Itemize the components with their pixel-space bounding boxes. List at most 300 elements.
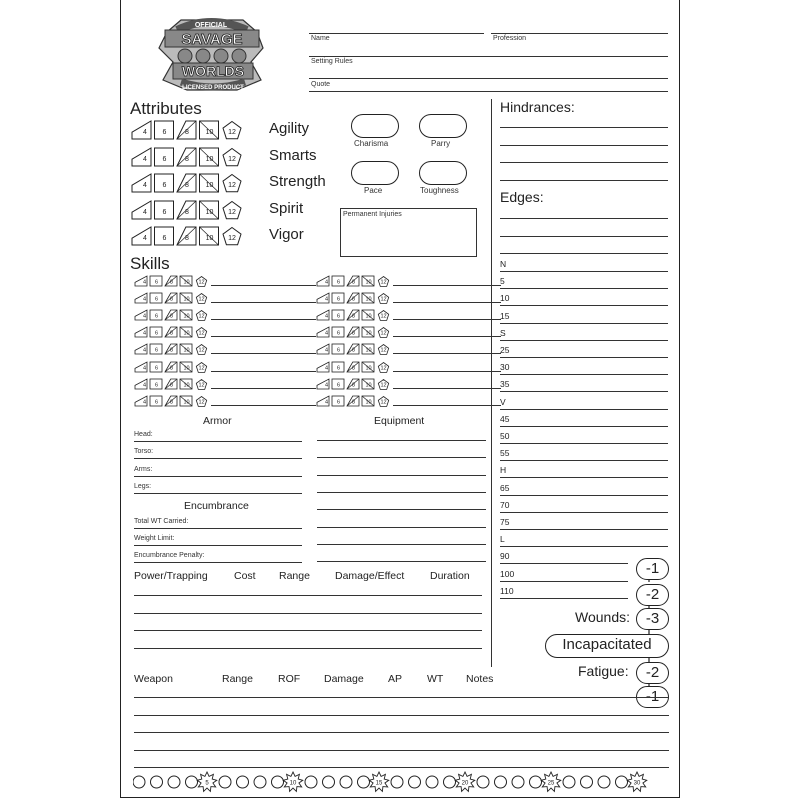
advance-line[interactable]	[500, 305, 668, 306]
advance-line[interactable]	[500, 288, 668, 289]
advance-line[interactable]	[500, 512, 668, 513]
die-d10[interactable]	[180, 327, 192, 337]
die-d6[interactable]	[332, 310, 344, 320]
skill-name-field[interactable]	[393, 405, 501, 406]
weapon-entry-line[interactable]	[134, 732, 669, 733]
hindrance-line[interactable]	[500, 145, 668, 146]
die-label: 8	[185, 129, 189, 136]
die-label: 6	[162, 182, 167, 189]
skill-name-field[interactable]	[393, 353, 501, 354]
die-d10[interactable]	[200, 148, 219, 166]
name-underline	[309, 56, 668, 57]
die-d12[interactable]	[196, 345, 206, 355]
power-entry-line[interactable]	[134, 613, 482, 614]
die-d10[interactable]	[362, 327, 374, 337]
skill-dice[interactable]	[134, 342, 210, 356]
rof-header: ROF	[278, 673, 301, 685]
advance-marker: 90	[500, 551, 510, 562]
die-label: 6	[336, 382, 341, 389]
die-d8[interactable]	[347, 344, 359, 354]
die-d8[interactable]	[347, 293, 359, 303]
advance-marker: V	[500, 396, 506, 407]
cost-header: Cost	[234, 570, 256, 582]
die-label: 6	[336, 365, 341, 371]
die-d12[interactable]	[223, 201, 241, 218]
die-d8[interactable]	[347, 362, 359, 372]
skill-dice[interactable]	[316, 308, 392, 322]
advance-marker: 100	[500, 568, 515, 579]
advance-line[interactable]	[500, 409, 668, 410]
fatigue-minus-1[interactable]: -1	[636, 686, 669, 708]
benny-circle[interactable]	[323, 776, 335, 788]
advance-line[interactable]	[500, 374, 668, 375]
benny-circle[interactable]	[186, 776, 198, 788]
die-d4[interactable]	[135, 293, 147, 303]
die-d6[interactable]	[155, 148, 174, 166]
die-d6[interactable]	[150, 344, 162, 354]
parry-label: Parry	[431, 139, 451, 148]
parry-box[interactable]	[419, 114, 467, 138]
attribute-dice-spirit[interactable]	[131, 199, 271, 221]
name-field[interactable]	[309, 33, 484, 34]
advance-marker: 75	[500, 517, 510, 527]
advance-line[interactable]	[500, 391, 668, 392]
benny-star[interactable]	[455, 772, 475, 791]
die-d6[interactable]	[155, 174, 174, 192]
die-d12[interactable]	[378, 328, 388, 338]
die-d6[interactable]	[150, 327, 162, 337]
die-label: 10	[183, 399, 190, 406]
die-d6[interactable]	[332, 344, 344, 354]
die-d12[interactable]	[378, 396, 388, 406]
die-d8[interactable]	[165, 344, 177, 354]
die-d8[interactable]	[165, 362, 177, 372]
die-label: 10	[365, 296, 372, 303]
die-d10[interactable]	[362, 293, 374, 303]
advance-marker: 10	[500, 293, 510, 304]
die-label: 4	[324, 279, 329, 286]
skill-dice[interactable]	[316, 325, 392, 339]
die-d12[interactable]	[196, 396, 206, 406]
benny-star-label: 15	[375, 780, 383, 787]
benny-star[interactable]	[283, 772, 303, 791]
benny-circle[interactable]	[151, 776, 163, 788]
die-d8[interactable]	[177, 121, 196, 139]
advance-line[interactable]	[500, 563, 628, 564]
die-d4[interactable]	[317, 327, 329, 337]
die-d4[interactable]	[317, 276, 329, 286]
skill-name-field[interactable]	[393, 302, 501, 303]
die-d10[interactable]	[200, 121, 219, 139]
die-d12[interactable]	[223, 228, 241, 245]
die-d4[interactable]	[132, 174, 151, 192]
permanent-injuries-label: Permanent Injuries	[343, 211, 402, 218]
benny-star[interactable]	[627, 772, 647, 791]
damage-effect-header: Damage/Effect	[335, 570, 405, 582]
benny-circle[interactable]	[581, 776, 593, 788]
benny-circle[interactable]	[409, 776, 421, 788]
die-label: 12	[380, 347, 387, 354]
skill-name-field[interactable]	[211, 371, 316, 372]
die-d4[interactable]	[317, 396, 329, 406]
die-label: 4	[324, 365, 329, 371]
weapon-entry-line[interactable]	[134, 767, 669, 768]
die-d6[interactable]	[332, 362, 344, 372]
die-d8[interactable]	[177, 201, 196, 219]
encumbrance-field-line[interactable]	[134, 545, 302, 546]
die-d10[interactable]	[362, 276, 374, 286]
skill-name-field[interactable]	[211, 302, 316, 303]
die-label: 4	[143, 208, 147, 216]
die-d8[interactable]	[177, 148, 196, 166]
die-d8[interactable]	[165, 310, 177, 320]
die-d10[interactable]	[362, 362, 374, 372]
advance-line[interactable]	[500, 581, 628, 582]
die-d12[interactable]	[223, 148, 241, 165]
die-d12[interactable]	[378, 294, 388, 304]
benny-circle[interactable]	[444, 776, 456, 788]
attribute-dice-vigor[interactable]	[131, 225, 271, 247]
skill-name-field[interactable]	[393, 336, 501, 337]
die-label: 4	[324, 296, 329, 303]
die-label: 4	[142, 382, 147, 389]
die-d8[interactable]	[165, 276, 177, 286]
die-d6[interactable]	[155, 121, 174, 139]
skill-dice[interactable]	[316, 342, 392, 356]
equipment-line[interactable]	[317, 475, 486, 476]
hindrance-line[interactable]	[500, 162, 668, 163]
die-label: 10	[205, 208, 214, 216]
skill-name-field[interactable]	[393, 371, 501, 372]
die-label: 12	[228, 208, 236, 216]
power-entry-line[interactable]	[134, 595, 482, 596]
armor-field-line[interactable]	[134, 493, 302, 494]
profession-field[interactable]	[491, 33, 668, 34]
weapon-entry-line[interactable]	[134, 750, 669, 751]
attribute-dice-agility[interactable]	[131, 119, 271, 141]
toughness-box[interactable]	[419, 161, 467, 185]
die-d12[interactable]	[378, 379, 388, 389]
die-d4[interactable]	[132, 148, 151, 166]
die-label: 6	[336, 399, 341, 406]
skill-name-field[interactable]	[211, 319, 316, 320]
die-d10[interactable]	[180, 310, 192, 320]
die-label: 8	[351, 365, 356, 371]
die-d4[interactable]	[135, 396, 147, 406]
skill-dice[interactable]	[316, 360, 392, 374]
die-d8[interactable]	[347, 276, 359, 286]
hindrance-line[interactable]	[500, 180, 668, 181]
skill-dice[interactable]	[316, 377, 392, 391]
skills-title: Skills	[130, 254, 170, 273]
edge-line[interactable]	[500, 236, 668, 237]
die-label: 10	[365, 313, 372, 320]
benny-star-label: 5	[205, 780, 209, 787]
die-d12[interactable]	[196, 294, 206, 304]
die-d12[interactable]	[223, 175, 241, 192]
benny-circle[interactable]	[598, 776, 610, 788]
advance-line[interactable]	[500, 340, 668, 341]
die-d8[interactable]	[347, 310, 359, 320]
die-label: 10	[205, 155, 214, 163]
skill-name-field[interactable]	[211, 405, 316, 406]
benny-circle[interactable]	[426, 776, 438, 788]
encumbrance-field-line[interactable]	[134, 562, 302, 563]
advance-line[interactable]	[500, 460, 668, 461]
die-d12[interactable]	[378, 277, 388, 287]
benny-circle[interactable]	[512, 776, 524, 788]
skill-name-field[interactable]	[211, 285, 316, 286]
die-d4[interactable]	[135, 362, 147, 372]
benny-circle[interactable]	[237, 776, 249, 788]
advance-marker: 50	[500, 431, 510, 441]
equipment-line[interactable]	[317, 527, 486, 528]
benny-circle[interactable]	[616, 776, 628, 788]
wound-minus-2[interactable]: -2	[636, 584, 669, 606]
die-d6[interactable]	[332, 276, 344, 286]
attribute-vigor: Vigor	[269, 226, 304, 243]
skill-dice[interactable]	[134, 274, 210, 288]
equipment-line[interactable]	[317, 492, 486, 493]
armor-field-line[interactable]	[134, 441, 302, 442]
benny-circle[interactable]	[168, 776, 180, 788]
die-d10[interactable]	[180, 344, 192, 354]
fatigue-minus-2[interactable]: -2	[636, 662, 669, 684]
permanent-injuries-box[interactable]	[340, 208, 477, 257]
advance-line[interactable]	[500, 546, 668, 547]
benny-circle[interactable]	[254, 776, 266, 788]
pace-box[interactable]	[351, 161, 399, 185]
advance-line[interactable]	[500, 477, 668, 478]
die-d6[interactable]	[150, 276, 162, 286]
advance-line[interactable]	[500, 529, 668, 530]
die-d4[interactable]	[317, 379, 329, 389]
benny-star[interactable]	[197, 772, 217, 791]
benny-star-label: 10	[289, 780, 297, 787]
die-d8[interactable]	[347, 379, 359, 389]
die-label: 8	[351, 330, 356, 337]
die-d12[interactable]	[196, 311, 206, 321]
die-d8[interactable]	[177, 227, 196, 245]
die-d6[interactable]	[332, 396, 344, 406]
die-d4[interactable]	[135, 276, 147, 286]
armor-field-line[interactable]	[134, 458, 302, 459]
die-d4[interactable]	[317, 293, 329, 303]
die-label: 10	[365, 330, 372, 337]
die-d10[interactable]	[180, 379, 192, 389]
die-d4[interactable]	[132, 121, 151, 139]
die-d8[interactable]	[165, 327, 177, 337]
benny-circle[interactable]	[340, 776, 352, 788]
die-d8[interactable]	[165, 379, 177, 389]
wt-header: WT	[427, 673, 444, 685]
die-label: 10	[183, 347, 190, 354]
die-d6[interactable]	[332, 327, 344, 337]
die-d10[interactable]	[180, 293, 192, 303]
benny-circle[interactable]	[477, 776, 489, 788]
advance-line[interactable]	[500, 357, 668, 358]
die-d4[interactable]	[317, 344, 329, 354]
die-label: 12	[380, 296, 387, 303]
armor-field-label: Torso:	[134, 448, 154, 456]
die-label: 6	[154, 296, 159, 303]
hindrance-line[interactable]	[500, 127, 668, 128]
die-d4[interactable]	[132, 201, 151, 219]
die-d6[interactable]	[150, 310, 162, 320]
benny-star[interactable]	[541, 772, 561, 791]
die-d4[interactable]	[317, 310, 329, 320]
die-label: 4	[142, 330, 147, 337]
die-d12[interactable]	[196, 379, 206, 389]
die-d4[interactable]	[132, 227, 151, 245]
die-d6[interactable]	[150, 362, 162, 372]
die-label: 12	[198, 365, 205, 371]
benny-star[interactable]	[369, 772, 389, 791]
die-d12[interactable]	[378, 311, 388, 321]
benny-circle[interactable]	[133, 776, 145, 788]
skill-name-field[interactable]	[393, 319, 501, 320]
die-d4[interactable]	[135, 310, 147, 320]
benny-circle[interactable]	[358, 776, 370, 788]
die-label: 8	[351, 313, 356, 320]
advance-line[interactable]	[500, 495, 668, 496]
skill-dice[interactable]	[134, 291, 210, 305]
wound-minus-3[interactable]: -3	[636, 608, 669, 630]
skill-dice[interactable]	[134, 325, 210, 339]
die-d4[interactable]	[135, 327, 147, 337]
die-d12[interactable]	[378, 345, 388, 355]
die-d10[interactable]	[180, 276, 192, 286]
die-d6[interactable]	[332, 379, 344, 389]
name-label: Name	[311, 35, 330, 42]
weapon-entry-line[interactable]	[134, 715, 669, 716]
die-d6[interactable]	[150, 379, 162, 389]
die-label: 10	[183, 365, 190, 371]
encumbrance-field-line[interactable]	[134, 528, 302, 529]
advance-marker: 70	[500, 499, 510, 510]
die-d10[interactable]	[200, 201, 219, 219]
armor-title: Armor	[203, 415, 232, 427]
skill-dice[interactable]	[316, 274, 392, 288]
die-d10[interactable]	[362, 344, 374, 354]
equipment-line[interactable]	[317, 509, 486, 510]
die-d8[interactable]	[165, 396, 177, 406]
die-d4[interactable]	[135, 379, 147, 389]
benny-circle[interactable]	[391, 776, 403, 788]
skill-dice[interactable]	[134, 394, 210, 408]
skill-dice[interactable]	[134, 377, 210, 391]
equipment-line[interactable]	[317, 440, 486, 441]
advance-line[interactable]	[500, 443, 668, 444]
logo-worlds: WORLDS	[181, 63, 245, 79]
die-d8[interactable]	[165, 293, 177, 303]
skill-dice[interactable]	[134, 360, 210, 374]
die-label: 6	[154, 330, 159, 337]
die-d12[interactable]	[378, 362, 388, 372]
skill-dice[interactable]	[316, 394, 392, 408]
skill-dice[interactable]	[316, 291, 392, 305]
die-d8[interactable]	[347, 327, 359, 337]
power-entry-line[interactable]	[134, 648, 482, 649]
die-d10[interactable]	[362, 396, 374, 406]
die-d6[interactable]	[150, 293, 162, 303]
benny-circle[interactable]	[219, 776, 231, 788]
die-d6[interactable]	[155, 201, 174, 219]
die-d12[interactable]	[223, 122, 241, 139]
column-divider	[491, 99, 492, 667]
die-d10[interactable]	[180, 362, 192, 372]
attribute-dice-strength[interactable]	[131, 172, 271, 194]
die-d10[interactable]	[362, 379, 374, 389]
die-label: 8	[169, 347, 174, 354]
die-d10[interactable]	[200, 227, 219, 245]
die-d6[interactable]	[150, 396, 162, 406]
die-label: 6	[336, 279, 341, 286]
die-d8[interactable]	[177, 174, 196, 192]
weapon-entry-line[interactable]	[134, 697, 669, 698]
die-d12[interactable]	[196, 328, 206, 338]
die-d8[interactable]	[347, 396, 359, 406]
encumbrance-field-label: Total WT Carried:	[134, 518, 189, 525]
skill-dice[interactable]	[134, 308, 210, 322]
wounds-label: Wounds:	[575, 609, 630, 625]
die-d10[interactable]	[200, 174, 219, 192]
charisma-box[interactable]	[351, 114, 399, 138]
benny-circle[interactable]	[272, 776, 284, 788]
equipment-line[interactable]	[317, 457, 486, 458]
advance-line[interactable]	[500, 323, 668, 324]
die-label: 12	[228, 235, 236, 242]
advance-line[interactable]	[500, 426, 668, 427]
benny-circle[interactable]	[563, 776, 575, 788]
skill-name-field[interactable]	[211, 388, 316, 389]
die-label: 6	[162, 208, 167, 216]
attribute-strength: Strength	[269, 173, 326, 190]
quote-field[interactable]	[309, 91, 668, 92]
die-d10[interactable]	[180, 396, 192, 406]
die-d4[interactable]	[135, 344, 147, 354]
die-d12[interactable]	[196, 277, 206, 287]
benny-circle[interactable]	[305, 776, 317, 788]
die-d4[interactable]	[317, 362, 329, 372]
die-d6[interactable]	[155, 227, 174, 245]
skill-name-field[interactable]	[211, 353, 316, 354]
benny-circle[interactable]	[530, 776, 542, 788]
attribute-dice-smarts[interactable]	[131, 146, 271, 168]
equipment-line[interactable]	[317, 561, 486, 562]
skill-name-field[interactable]	[393, 285, 501, 286]
benny-circle[interactable]	[495, 776, 507, 788]
die-d10[interactable]	[362, 310, 374, 320]
edge-line[interactable]	[500, 253, 668, 254]
armor-field-line[interactable]	[134, 476, 302, 477]
skill-name-field[interactable]	[211, 336, 316, 337]
setting-rules-field[interactable]	[309, 78, 668, 79]
incapacitated-box[interactable]: Incapacitated	[545, 634, 669, 658]
advance-line[interactable]	[500, 598, 628, 599]
edge-line[interactable]	[500, 218, 668, 219]
advance-marker: L	[500, 534, 505, 545]
power-entry-line[interactable]	[134, 630, 482, 631]
wound-minus-1[interactable]: -1	[636, 558, 669, 580]
die-d12[interactable]	[196, 362, 206, 372]
die-label: 6	[154, 399, 159, 406]
die-label: 12	[198, 279, 205, 286]
equipment-line[interactable]	[317, 544, 486, 545]
die-d6[interactable]	[332, 293, 344, 303]
skill-name-field[interactable]	[393, 388, 501, 389]
advance-line[interactable]	[500, 271, 668, 272]
